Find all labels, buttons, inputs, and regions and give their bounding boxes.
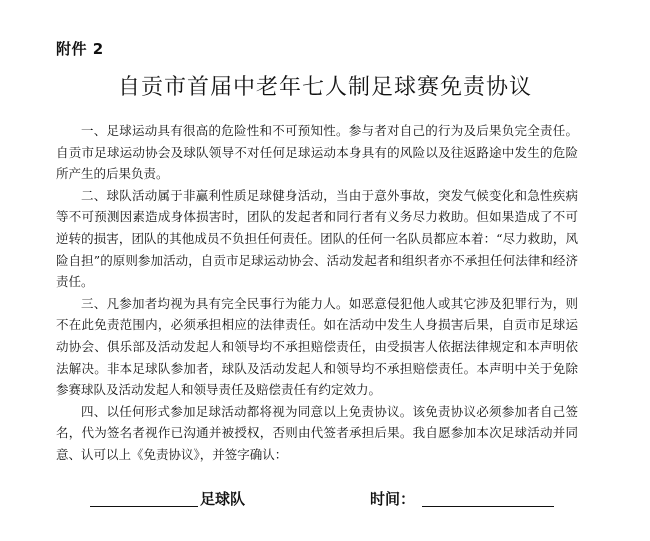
- clause-3: 三、凡参加者均视为具有完全民事行为能力人。如恶意侵犯他人或其它涉及犯罪行为，则不在此免责范围内，必须承担相应的法律责任。如在活动中发生人身损害后果，自贡市足球运动协会、俱乐部及活动发起人和领导均不承担赔偿责任，由受损害人依据法律规定和本声明依法解决。非本足球队参加者，球队及活动发起人和领导均不承担赔偿责任。本声明中关于免除参赛球队及活动发起人和领导责任及赔偿责任有约定效力。: [56, 295, 578, 398]
- time-label: 时间：: [370, 490, 416, 508]
- clause-1: 一、足球运动具有很高的危险性和不可预知性。参与者对自己的行为及后果负完全责任。自贡市足球运动协会及球队领导不对任何足球运动本身具有的风险以及往返路途中发生的危险所产生的后果负责。: [56, 123, 578, 182]
- attachment-label: 附件 2: [56, 40, 104, 58]
- document-title: 自贡市首届中老年七人制足球赛免责协议: [117, 75, 532, 100]
- signature-row: [0, 486, 650, 516]
- team-name-blank[interactable]: [90, 506, 198, 507]
- clause-2: 二、球队活动属于非赢利性质足球健身活动，当由于意外事故，突发气候变化和急性疾病等不可预测因素造成身体损害时，团队的发起者和同行者有义务尽力救助。但如果造成了不可逆转的损害，团队的其他成员不负担任何责任。团队的任何一名队员都应本着：“尽力救助，风险自担”的原则参加活动，自贡市足球运动协会、活动发起者和组织者亦不承担任何法律和经济责任。: [56, 187, 578, 290]
- clause-4: 四、以任何形式参加足球活动都将视为同意以上免责协议。该免责协议必须参加者自己签名，代为签名者视作已沟通并被授权，否则由代签者承担后果。我自愿参加本次足球活动并同意、认可以上《免责协议》，并签字确认：: [56, 403, 578, 462]
- agreement-body: [56, 120, 578, 466]
- time-blank[interactable]: [422, 506, 554, 507]
- team-label: 足球队: [200, 490, 246, 508]
